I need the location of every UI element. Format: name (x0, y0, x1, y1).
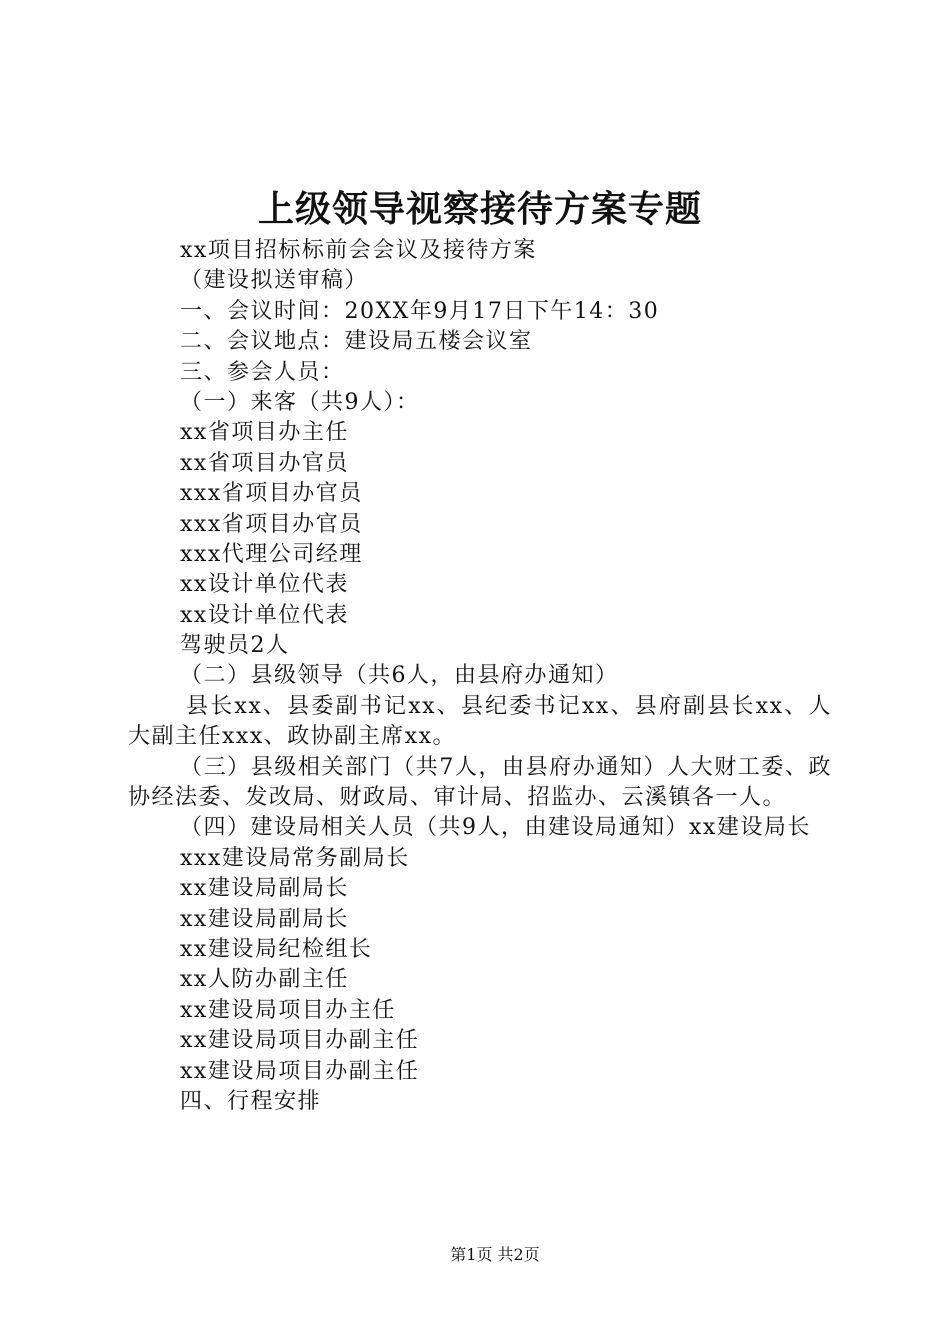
text-line: 二、会议地点：建设局五楼会议室 (180, 329, 533, 355)
text-line: xx建设局项目办副主任 (180, 1058, 420, 1084)
document-title: 上级领导视察接待方案专题 (257, 188, 702, 230)
paragraph-county-leaders: 县长xx、县委副书记xx、县纪委书记xx、县府副县长xx、人大副主任xxx、政协副主席xx。 (128, 693, 832, 750)
text-line: xxx代理公司经理 (180, 541, 363, 567)
text-line: xx省项目办官员 (180, 450, 349, 476)
text-line: xx建设局项目办主任 (180, 997, 396, 1023)
paragraph-county-departments: （三）县级相关部门（共7人，由县府办通知）人大财工委、政协经法委、发改局、财政局、审计局、招监办、云溪镇各一人。 (128, 754, 832, 811)
text-line: 一、会议时间：20XX年9月17日下午14：30 (180, 298, 660, 324)
text-line: xx项目招标标前会会议及接待方案 (180, 238, 537, 263)
text-line: xx建设局副局长 (180, 906, 349, 932)
text-line: xx省项目办主任 (180, 420, 349, 446)
text-line: xx建设局纪检组长 (180, 937, 373, 963)
text-line: xxx建设局常务副局长 (180, 845, 410, 871)
document-body (128, 236, 832, 1117)
text-line: xxx省项目办官员 (180, 481, 363, 507)
text-line: 驾驶员2人 (180, 633, 290, 659)
text-line: （一）来客（共9人）： (180, 389, 420, 415)
text-line: xx设计单位代表 (180, 572, 349, 598)
text-line: xx建设局副局长 (180, 876, 349, 902)
text-line: xx人防办副主任 (180, 967, 349, 993)
text-line: 三、参会人员： (180, 359, 345, 385)
text-line: xxx省项目办官员 (180, 511, 363, 537)
text-line: （建设拟送审稿） (180, 268, 369, 294)
text-line: （二）县级领导（共6人，由县府办通知） (180, 663, 619, 689)
text-line: xx建设局项目办副主任 (180, 1028, 420, 1054)
paragraph-construction-bureau: （四）建设局相关人员（共9人，由建设局通知）xx建设局长 (180, 815, 811, 841)
text-line: xx设计单位代表 (180, 602, 349, 628)
page-footer: 第1页 共2页 (450, 1245, 540, 1264)
text-line: 四、行程安排 (180, 1089, 322, 1115)
